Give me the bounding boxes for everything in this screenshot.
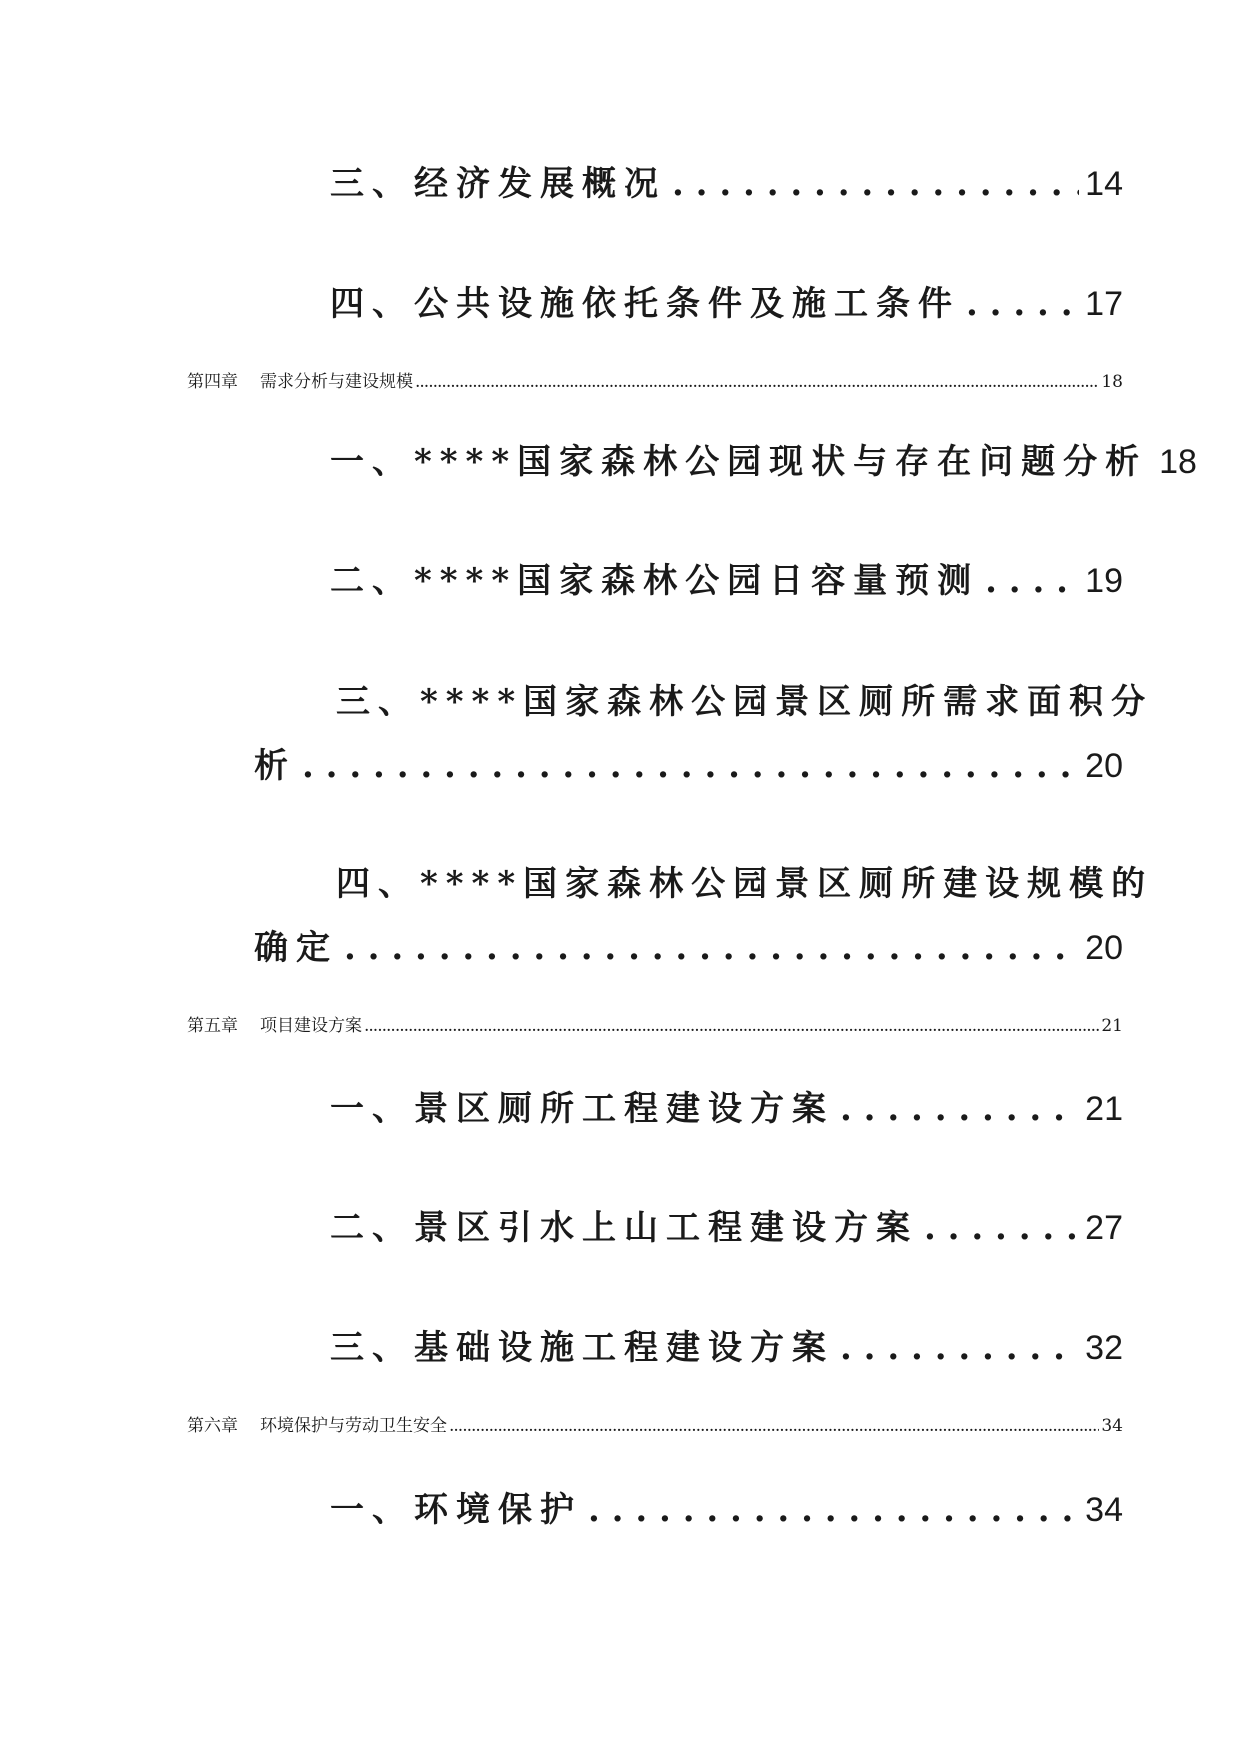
toc-entry-title: 项目建设方案: [260, 1016, 362, 1036]
toc-entry-page: 34: [1101, 1416, 1123, 1436]
toc-chapter-label: 第六章: [187, 1416, 238, 1436]
toc-entry-title-line1[interactable]: 四、****国家森林公园景区厕所建设规模的: [336, 864, 1154, 904]
toc-entry-title: 一、环境保护: [330, 1490, 582, 1530]
dot-leader: [449, 1414, 1099, 1438]
dot-leader: [344, 926, 1079, 970]
toc-entry-page: 32: [1085, 1329, 1123, 1367]
toc-entry-title-line2: 析: [254, 746, 296, 786]
toc-entry-section[interactable]: [330, 1488, 1123, 1532]
toc-entry-page: 18: [1159, 443, 1197, 481]
toc-entry-title: 环境保护与劳动卫生安全: [260, 1416, 447, 1436]
dot-leader: [985, 559, 1079, 603]
toc-entry-chapter[interactable]: [187, 1414, 1123, 1438]
dot-leader: [302, 744, 1079, 788]
toc-entry-section[interactable]: [330, 1206, 1123, 1250]
toc-entry-section[interactable]: [254, 926, 1123, 970]
dot-leader: [415, 370, 1099, 394]
dot-leader: [924, 1206, 1079, 1250]
toc-entry-page: 20: [1085, 747, 1123, 785]
toc-entry-page: 20: [1085, 929, 1123, 967]
toc-entry-title: 四、公共设施依托条件及施工条件: [330, 284, 960, 324]
toc-entry-title-line1[interactable]: 三、****国家森林公园景区厕所需求面积分: [336, 682, 1154, 722]
toc-entry-chapter[interactable]: [187, 1014, 1123, 1038]
toc-entry-page: 34: [1085, 1491, 1123, 1529]
toc-entry-title: 一、****国家森林公园现状与存在问题分析: [330, 442, 1148, 482]
dot-leader: [588, 1488, 1079, 1532]
toc-entry-page: 14: [1085, 165, 1123, 203]
dot-leader: [364, 1014, 1099, 1038]
toc-entry-title: 三、经济发展概况: [330, 164, 666, 204]
toc-entry-section[interactable]: [330, 559, 1123, 603]
toc-entry-section[interactable]: [330, 282, 1123, 326]
toc-entry-section[interactable]: [330, 162, 1123, 206]
toc-entry-page: 17: [1085, 285, 1123, 323]
toc-entry-section[interactable]: [330, 1087, 1123, 1131]
toc-entry-title: 需求分析与建设规模: [260, 372, 413, 392]
toc-entry-title-line2: 确定: [254, 928, 338, 968]
toc-entry-title: 二、景区引水上山工程建设方案: [330, 1208, 918, 1248]
toc-entry-section[interactable]: [330, 1326, 1123, 1370]
toc-chapter-label: 第四章: [187, 372, 238, 392]
toc-entry-title: 二、****国家森林公园日容量预测: [330, 561, 980, 601]
toc-entry-page: 18: [1101, 372, 1123, 392]
toc-entry-title: 一、景区厕所工程建设方案: [330, 1089, 834, 1129]
dot-leader: [840, 1326, 1079, 1370]
toc-entry-page: 19: [1085, 562, 1123, 600]
dot-leader: [840, 1087, 1079, 1131]
toc-entry-page: 21: [1101, 1016, 1123, 1036]
toc-entry-section[interactable]: [330, 440, 1197, 484]
dot-leader: [966, 282, 1079, 326]
toc-entry-chapter[interactable]: [187, 370, 1123, 394]
toc-entry-title: 三、基础设施工程建设方案: [330, 1328, 834, 1368]
toc-entry-section[interactable]: [254, 744, 1123, 788]
toc-entry-page: 21: [1085, 1090, 1123, 1128]
toc-chapter-label: 第五章: [187, 1016, 238, 1036]
toc-entry-page: 27: [1085, 1209, 1123, 1247]
dot-leader: [672, 162, 1079, 206]
